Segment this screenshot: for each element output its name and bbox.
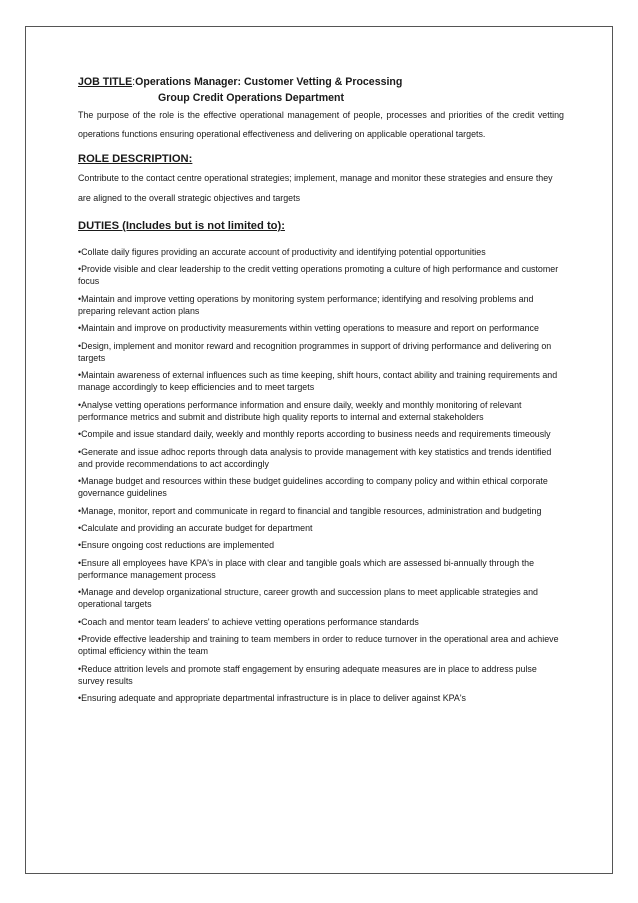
duty-item: •Provide effective leadership and training to team members in order to reduce turnover in the operational area and achieve optimal efficiency within the team [78, 634, 559, 657]
duty-item: •Collate daily figures providing an accurate account of productivity and identifying potential opportunities [78, 247, 486, 257]
purpose-paragraph: The purpose of the role is the effective operational management of people, processes and priorities of the credit vetting operations functions ensuring operational effectiveness and delivering on applicable operational targets. [78, 110, 564, 139]
department-name: Group Credit Operations Department [158, 92, 345, 104]
duty-item: •Reduce attrition levels and promote staff engagement by ensuring adequate measures are in place to address pulse survey results [78, 663, 537, 686]
duty-item: •Maintain and improve vetting operations by monitoring system performance; identifying and resolving problems and preparing relevant action plans [78, 293, 534, 316]
duty-item: •Ensure all employees have KPA's in place with clear and tangible goals which are assessed bi-annually through the performance management process [78, 557, 535, 580]
duty-item: •Manage and develop organizational structure, career growth and succession plans to meet applicable strategies and operational targets [78, 587, 538, 610]
duty-item: •Maintain and improve on productivity measurements within vetting operations to measure and report on performance [78, 323, 539, 334]
duty-item: •Calculate and providing an accurate budget for department [78, 522, 313, 533]
duty-item: •Compile and issue standard daily, weekly and monthly reports according to business needs and requirements timeously [78, 429, 551, 440]
duty-item: •Analyse vetting operations performance information and ensure daily, weekly and monthly monitoring of relevant performance metrics and submit and distribute high quality reports to internal and external stakeholders [78, 399, 522, 422]
role-description-heading: ROLE DESCRIPTION: [78, 153, 193, 165]
duty-item: •Ensure ongoing cost reductions are implemented [78, 540, 275, 551]
duty-item: •Coach and mentor team leaders' to achieve vetting operations performance standards [78, 616, 419, 627]
duties-heading: DUTIES (Includes but is not limited to): [78, 220, 285, 232]
duty-item: •Ensuring adequate and appropriate departmental infrastructure is in place to deliver against KPA's [78, 693, 466, 704]
duty-item: •Manage, monitor, report and communicate in regard to financial and tangible resources, administration and budgeting [78, 505, 542, 516]
duties-list [78, 246, 564, 704]
duty-item: •Generate and issue adhoc reports through data analysis to provide management with key statistics and trends identified and provide recommendations to act accordingly [78, 446, 552, 469]
job-title-value: Operations Manager: Customer Vetting & Processing [135, 76, 403, 88]
duty-item: •Provide visible and clear leadership to the credit vetting operations promoting a culture of high performance and customer focus [78, 264, 559, 287]
duty-item: •Maintain awareness of external influences such as time keeping, shift hours, contact ability and training requirements and manage accordingly to keep efficiencies and to meet targets [78, 370, 558, 393]
duty-item: •Manage budget and resources within these budget guidelines according to company policy and within ethical corporate governance guidelines [78, 476, 548, 499]
job-title-line [78, 76, 564, 89]
role-description-text: Contribute to the contact centre operational strategies; implement, manage and monitor these strategies and ensure they are aligned to the overall strategic objectives and targets [78, 173, 553, 203]
job-title-colon: : [132, 76, 136, 88]
duty-item: •Design, implement and monitor reward and recognition programmes in support of driving performance and delivering on targets [78, 340, 552, 363]
job-title-label: JOB TITLE [78, 76, 133, 88]
document-body [78, 76, 564, 709]
